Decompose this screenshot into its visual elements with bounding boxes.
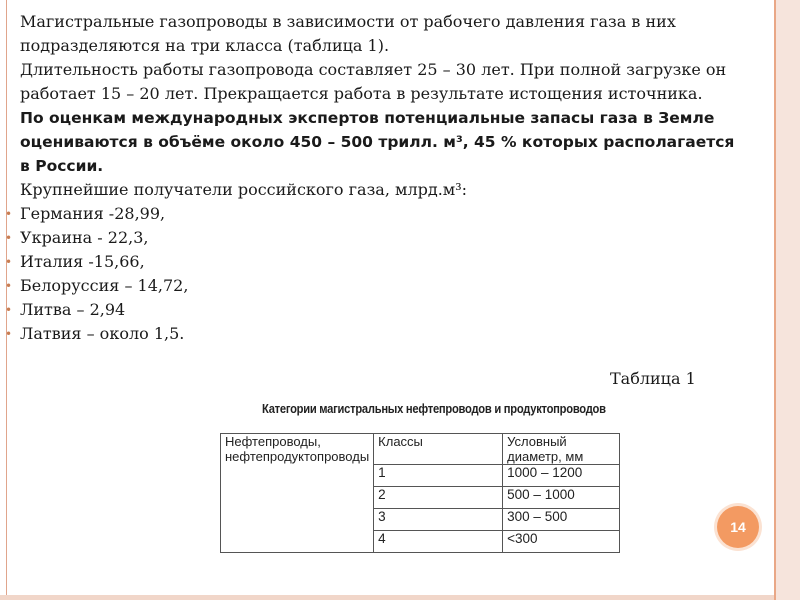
- list-item: • Германия -28,99,: [16, 202, 736, 226]
- bullet-icon: •: [5, 303, 13, 317]
- table-header-row: [221, 434, 620, 465]
- paragraph-duration: Длительность работы газопровода составляет 25 – 30 лет. При полной загрузке он работает 15 – 20 лет. Прекращается работа в результате истощения источника.: [20, 60, 727, 103]
- pipeline-categories-table: [220, 433, 620, 553]
- table-cell-diameter: 1000 – 1200: [503, 465, 620, 487]
- right-border-band: [774, 0, 800, 600]
- bullet-icon: •: [5, 255, 13, 269]
- table-title: Категории магистральных нефтепроводов и продуктопроводов: [262, 401, 606, 416]
- table-header-classes: Классы: [374, 434, 503, 465]
- table-cell-class: 1: [374, 465, 503, 487]
- table-cell-diameter: 500 – 1000: [503, 487, 620, 509]
- bullet-icon: •: [5, 207, 13, 221]
- table-cell-diameter: 300 – 500: [503, 509, 620, 531]
- list-item: • Белоруссия – 14,72,: [16, 274, 736, 298]
- list-item: • Украина - 22,3,: [16, 226, 736, 250]
- paragraph-reserves: По оценкам международных экспертов потенциальные запасы газа в Земле оцениваются в объёме около 450 – 500 трилл. м³, 45 % которых располагается в России.: [20, 109, 735, 175]
- table-cell-class: 3: [374, 509, 503, 531]
- paragraph-recipients-heading: Крупнейшие получатели российского газа, млрд.м³:: [20, 180, 468, 199]
- bottom-border-band: [0, 595, 774, 600]
- table-caption: Таблица 1: [610, 369, 696, 388]
- list-item: • Литва – 2,94: [16, 298, 736, 322]
- list-item: • Латвия – около 1,5.: [16, 322, 736, 346]
- table-cell-diameter: <300: [503, 531, 620, 553]
- recipients-list: [5, 202, 736, 346]
- table-header-pipelines: Нефтепроводы, нефтепродуктопроводы: [221, 434, 374, 553]
- table-cell-class: 2: [374, 487, 503, 509]
- paragraph-classes: Магистральные газопроводы в зависимости от рабочего давления газа в них подразделяются на три класса (таблица 1).: [20, 12, 676, 55]
- page-number-badge: 14: [717, 506, 759, 548]
- table-header-diameter: Условный диаметр, мм: [503, 434, 620, 465]
- list-item: • Италия -15,66,: [16, 250, 736, 274]
- bullet-icon: •: [5, 231, 13, 245]
- bullet-icon: •: [5, 279, 13, 293]
- slide-content: [5, 10, 736, 346]
- bullet-icon: •: [5, 327, 13, 341]
- table-cell-class: 4: [374, 531, 503, 553]
